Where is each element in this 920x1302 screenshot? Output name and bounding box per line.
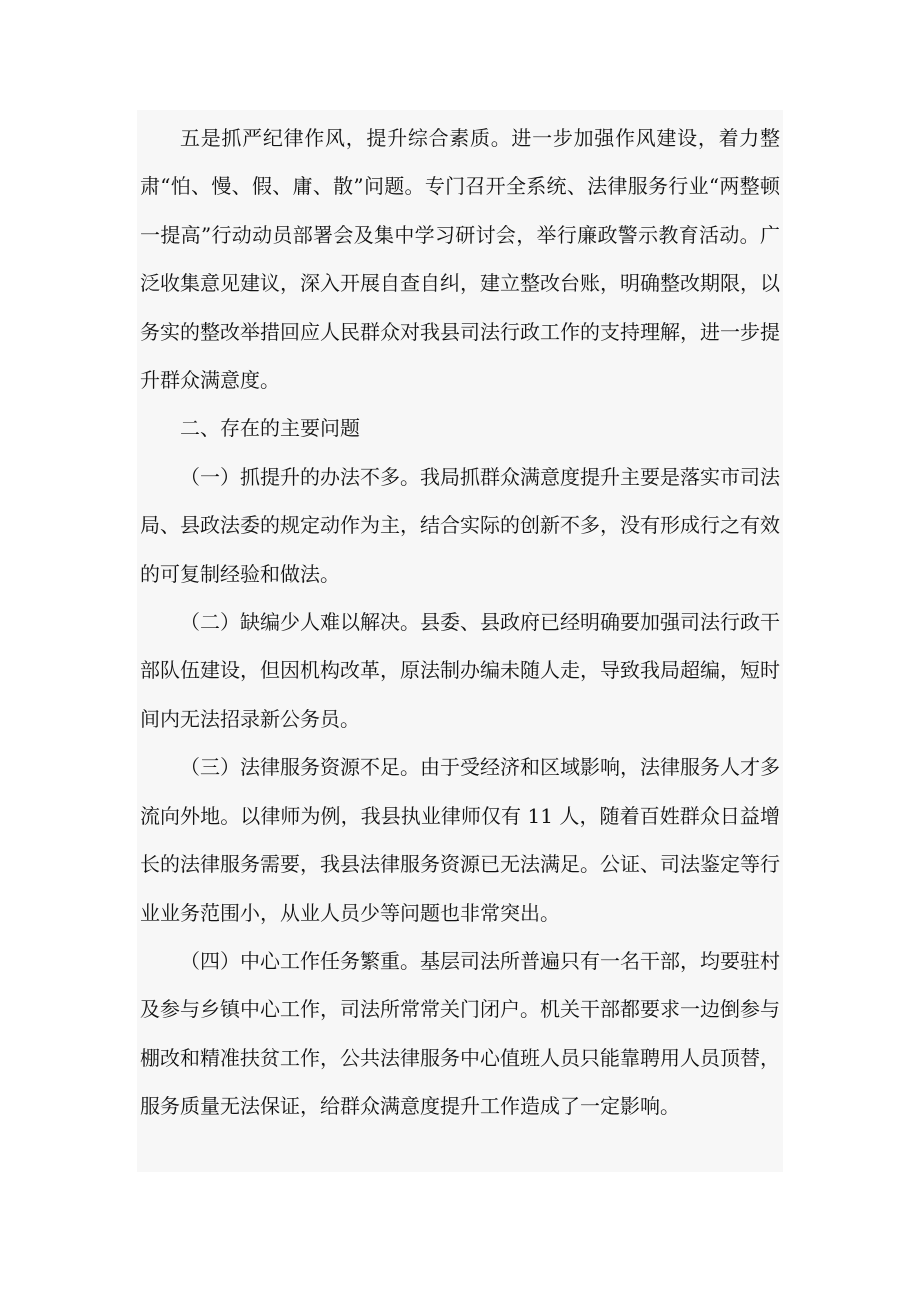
paragraph-problem-1: （一）抓提升的办法不多。我局抓群众满意度提升主要是落实市司法局、县政法委的规定动作为主，结合实际的创新不多，没有形成行之有效的可复制经验和做法。: [140, 464, 780, 586]
paragraph-problem-2: （二）缺编少人难以解决。县委、县政府已经明确要加强司法行政干部队伍建设，但因机构改革，原法制办编未随人走，导致我局超编，短时间内无法招录新公务员。: [140, 610, 780, 731]
paragraph-work-style: 五是抓严纪律作风，提升综合素质。进一步加强作风建设，着力整肃“怕、慢、假、庸、散”问题。专门召开全系统、法律服务行业“两整顿一提高”行动动员部署会及集中学习研讨会，举行廉政警示教育活动。广泛收集意见建议，深入开展自查自纠，建立整改台账，明确整改期限，以务实的整改举措回应人民群众对我县司法行政工作的支持理解，进一步提升群众满意度。: [140, 126, 780, 393]
section-heading-main-problems: 二、存在的主要问题: [180, 416, 360, 441]
document-body: [140, 114, 780, 1131]
paragraph-problem-3: （三）法律服务资源不足。由于受经济和区域影响，法律服务人才多流向外地。以律师为例，我县执业律师仅有 11 人，随着百姓群众日益增长的法律服务需要，我县法律服务资源已无法满足。公证、司法鉴定等行业业务范围小，从业人员少等问题也非常突出。: [140, 755, 780, 925]
paragraph-problem-4: （四）中心工作任务繁重。基层司法所普遍只有一名干部，均要驻村及参与乡镇中心工作，司法所常常关门闭户。机关干部都要求一边倒参与棚改和精准扶贫工作，公共法律服务中心值班人员只能靠聘用人员顶替，服务质量无法保证，给群众满意度提升工作造成了一定影响。: [140, 948, 780, 1119]
